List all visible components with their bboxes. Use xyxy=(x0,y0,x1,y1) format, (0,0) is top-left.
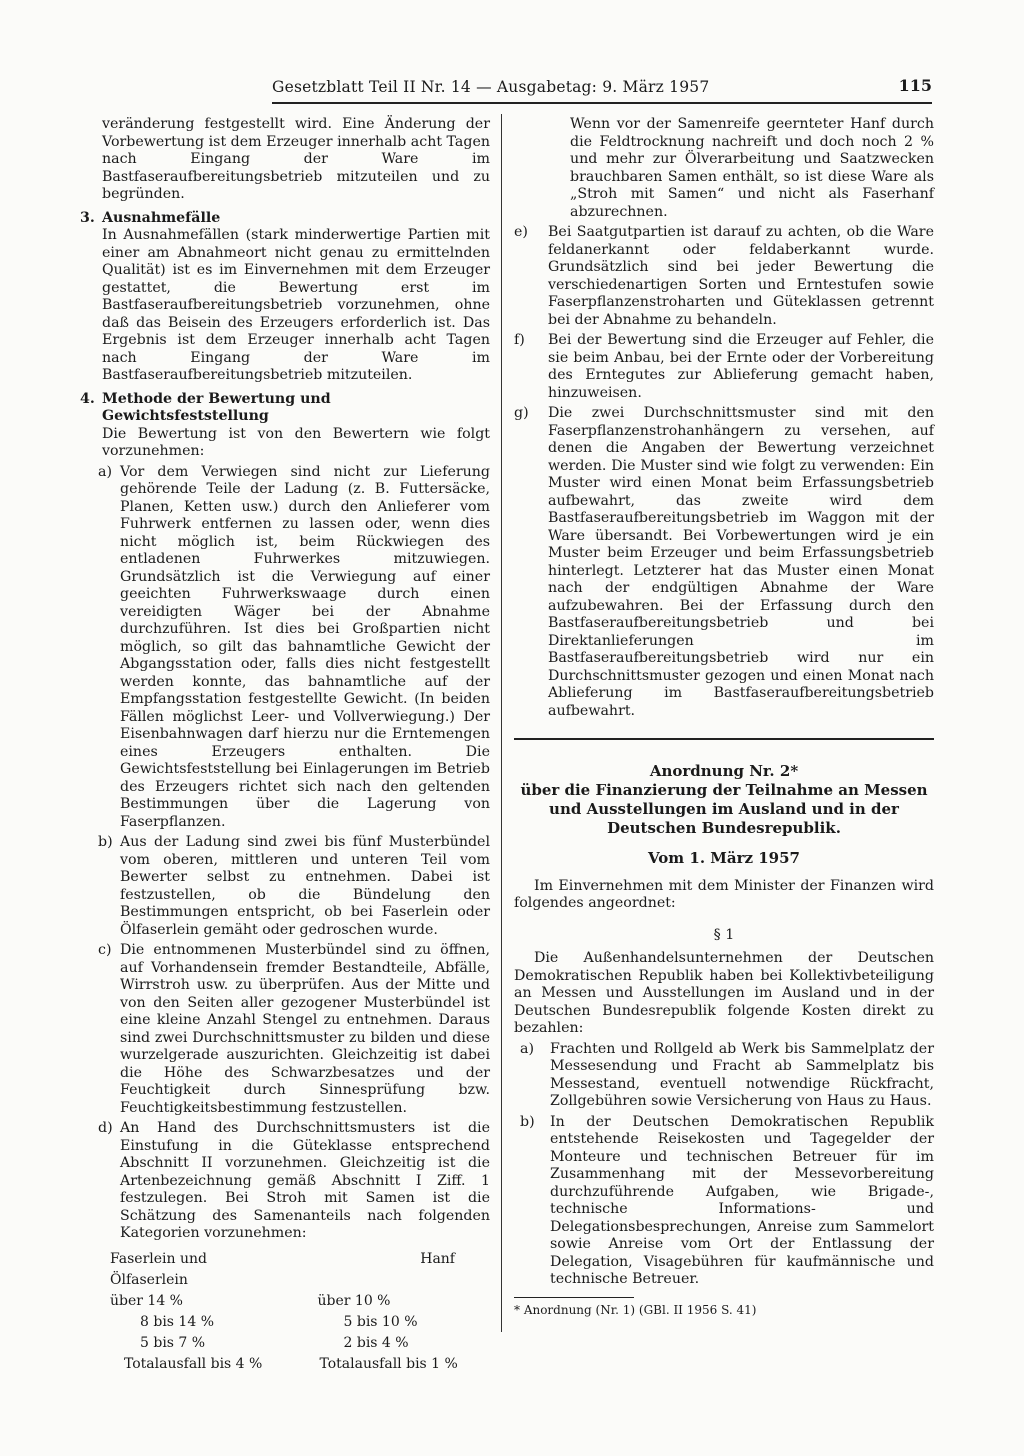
list-item xyxy=(80,1120,490,1243)
title-line: Deutschen Bundesrepublik. xyxy=(607,819,841,837)
item-text: Vor dem Verwiegen sind nicht zur Lieferung gehörende Teile der Ladung (z. B. Futtersäcke, Planen, Ketten usw.) durch den Anlieferer vom Fuhrwerk entfernen zu lassen oder, wenn dies nicht möglich ist, beim Rückwiegen des entladenen Fuhrwerkes mitzuwiegen. Grundsätzlich ist die Verwiegung auf einer geeichten Fuhrwerkswaage durch einen vereidigten Wäger bei der Abnahme durchzuführen. Ist dies bei Großpartien nicht möglich, so gilt das bahnamtliche Gewicht der Abgangsstation oder, falls dies nicht festgestellt werden konnte, das bahnamtliche auf der Empfangsstation festgestellte Gewicht. (In beiden Fällen möglichst Leer- und Vollverwiegung.) Der Eisenbahnwagen darf hierzu nur die Erntemengen eines Erzeugers enthalten. Die Gewichtsfeststellung bei Einlagerungen im Betrieb des Erzeugers richtet sich nach den geltenden Bestimmungen über die Lagerung von Faserpflanzen. xyxy=(120,463,490,830)
table-header-cell: Faserlein und Ölfaserlein xyxy=(110,1250,207,1288)
section-title: Ausnahmefälle xyxy=(102,209,221,226)
item-label: f) xyxy=(514,332,525,348)
table-cell: 5 bis 7 % xyxy=(140,1334,206,1351)
table-row xyxy=(110,1333,485,1354)
item-label: d) xyxy=(98,1120,113,1136)
section-number: 4. xyxy=(80,390,95,407)
paragraph-number: § 1 xyxy=(713,926,735,943)
left-column xyxy=(80,116,490,1375)
title-line: über die Finanzierung der Teilnahme an Messen xyxy=(520,781,928,799)
running-title: Gesetzblatt Teil II Nr. 14 — Ausgabetag: 9. März 1957 xyxy=(272,78,710,96)
section-3-heading xyxy=(80,210,490,228)
list-item xyxy=(80,834,490,939)
item-text: Aus der Ladung sind zwei bis fünf Musterbündel vom oberen, mittleren und unteren Teil vom Bewerter selbst zu entnehmen. Dabei ist festzustellen, ob die Bündelung den Bestimmungen entspricht, ob bei Faserlein oder Ölfaserlein gemäht oder gedroschen wurde. xyxy=(120,834,490,938)
item-label: b) xyxy=(98,834,113,850)
list-item xyxy=(514,332,934,402)
item-text: An Hand des Durchschnittsmusters ist die Einstufung in die Güteklasse entsprechend Abschnitt II vorzunehmen. Gleichzeitig ist die Artenbezeichnung gemäß Abschnitt I Ziff. 1 festzulegen. Bei Stroh mit Samen ist die Schätzung des Samenanteils nach folgenden Kategorien vorzunehmen: xyxy=(120,1120,490,1241)
page-header xyxy=(272,76,932,104)
paragraph-text: Die Außenhandelsunternehmen der Deutschen Demokratischen Republik haben bei Kollektivbeteiligung an Messen und Ausstellungen im Ausland und in der Deutschen Bundesrepublik folgende Kosten direkt zu bezahlen: xyxy=(514,950,934,1036)
table-cell: 5 bis 10 % xyxy=(343,1313,418,1330)
list-item xyxy=(514,224,934,329)
item-label: a) xyxy=(520,1040,534,1057)
table-cell: Totalausfall bis 1 % xyxy=(319,1355,458,1372)
table-cell: 8 bis 14 % xyxy=(140,1313,214,1330)
ordinance-date: Vom 1. März 1957 xyxy=(648,849,800,867)
table-header-cell: Hanf xyxy=(420,1250,455,1267)
item-text: Bei der Bewertung sind die Erzeuger auf Fehler, die sie beim Anbau, bei der Ernte oder der Vorbereitung des Erntegutes zur Ablieferung gemacht haben, hinzuweisen. xyxy=(548,332,934,401)
section-4-text: Die Bewertung ist von den Bewertern wie folgt vorzunehmen: xyxy=(102,425,490,459)
list-item xyxy=(514,405,934,720)
section-divider xyxy=(514,738,934,740)
table-cell: über 10 % xyxy=(317,1292,391,1309)
item-text: Bei Saatgutpartien ist darauf zu achten, ob die Ware feldanerkannt oder feldaberkannt wurde. Grundsätzlich sind bei jeder Bewertung die verschiedenartigen Sorten und Erntestufen sowie Faserpflanzenstroharten und Güteklassen getrennt bei der Abnahme zu behandeln. xyxy=(548,224,934,328)
ordinance-title xyxy=(514,762,934,838)
item-text: Die entnommenen Musterbündel sind zu öffnen, auf Vorhandensein fremder Bestandteile, Abfälle, Wirrstroh usw. zu überprüfen. Aus der Mitte und von den Seiten aller gezogener Musterbündel ist eine kleine Anzahl Stengel zu entnehmen. Daraus sind zwei Durchschnittsmuster zu bilden und diese wurzelgerade auszurichten. Gleichzeitig ist dabei die Höhe des Schwarzbesatzes und der Feuchtigkeit durch Sinnesprüfung bzw. Feuchtigkeitsbestimmung festzustellen. xyxy=(120,942,490,1116)
table-row xyxy=(110,1291,485,1312)
item-text: In der Deutschen Demokratischen Republik entstehende Reisekosten und Tagegelder der Monteure und technischen Betreuer für im Zusammenhang mit der Messevorbereitung durchzuführende Aufgaben, wie Brigade-, technische Informations- und Delegationsbesprechungen, Anreise zum Sammelort sowie Anreise vom Ort der Entlassung der Delegation, Visagebühren für kaufmännische und technische Betreuer. xyxy=(550,1113,934,1287)
column-divider xyxy=(501,114,502,1332)
item-label: g) xyxy=(514,405,529,421)
title-line: und Ausstellungen im Ausland und in der xyxy=(549,800,899,818)
table-row xyxy=(110,1354,485,1375)
item-label: a) xyxy=(98,463,112,480)
list-item xyxy=(80,942,490,1117)
list-item xyxy=(514,1114,934,1289)
title-line: Anordnung Nr. 2* xyxy=(649,762,799,780)
section-4-heading xyxy=(80,391,490,426)
table-row xyxy=(110,1312,485,1333)
item-label: c) xyxy=(98,942,112,958)
section-3-text: In Ausnahmefällen (stark minderwertige Partien mit einer am Abnahmeort nicht genau zu ermittelnden Qualität) ist es im Einvernehmen mit dem Erzeuger gestattet, die Bewertung erst im Bastfaseraufbereitungsbetrieb vorzunehmen, ohne daß das Beisein des Erzeugers erforderlich ist. Das Ergebnis ist dem Erzeuger innerhalb acht Tagen nach Eingang der Ware im Bastfaseraufbereitungsbetrieb mitzuteilen. xyxy=(102,227,490,383)
table-cell: 2 bis 4 % xyxy=(343,1334,409,1351)
table-cell: über 14 % xyxy=(110,1292,183,1309)
section-title: Methode der Bewertung und Gewichtsfeststellung xyxy=(102,390,331,424)
right-column xyxy=(514,116,934,1319)
continued-paragraph: Wenn vor der Samenreife geernteter Hanf durch die Feldtrocknung nachreift und doch noch 2 % und mehr zur Ölverarbeitung und Saatzwecken brauchbaren Samen enthält, so ist diese Ware als „Stroh mit Samen“ und nicht als Faserhanf abzurechnen. xyxy=(570,116,934,220)
item-label: e) xyxy=(514,224,528,240)
item-label: b) xyxy=(520,1113,535,1130)
footnote-rule xyxy=(514,1297,634,1298)
item-text: Frachten und Rollgeld ab Werk bis Sammelplatz der Messesendung und Fracht ab Sammelplatz bis Messestand, eventuell notwendige Rückfracht, Zollgebühren sowie Versicherung von Haus zu Haus. xyxy=(550,1040,934,1109)
continued-paragraph: veränderung festgestellt wird. Eine Änderung der Vorbewertung ist dem Erzeuger innerhalb acht Tagen nach Eingang der Ware im Bastfaseraufbereitungsbetrieb mitzuteilen und zu begründen. xyxy=(102,116,490,202)
preamble: Im Einvernehmen mit dem Minister der Finanzen wird folgendes angeordnet: xyxy=(514,877,934,911)
seed-share-table xyxy=(110,1249,485,1375)
table-cell: Totalausfall bis 4 % xyxy=(124,1355,263,1372)
item-text: Die zwei Durchschnittsmuster sind mit den Faserpflanzenstrohanhängern zu versehen, auf denen die Angaben der Bewertung verzeichnet werden. Die Muster sind wie folgt zu verwenden: Ein Muster wird einen Monat beim Erfassungsbetrieb aufbewahrt, das zweite wird dem Bastfaseraufbereitungsbetrieb im Waggon mit der Ware übersandt. Bei Vorbewertungen wird je ein Muster beim Erzeuger und beim Erfassungsbetrieb hinterlegt. Letzterer hat das Muster einen Monat nach der endgültigen Abnahme der Ware aufzubewahren. Bei der Erfassung durch den Bastfaseraufbereitungsbetrieb und bei Direktanlieferungen im Bastfaseraufbereitungsbetrieb wird nur ein Durchschnittsmuster gezogen und einen Monat nach Ablieferung im Bastfaseraufbereitungsbetrieb aufbewahrt. xyxy=(548,405,934,719)
table-header xyxy=(110,1249,485,1291)
footnote: * Anordnung (Nr. 1) (GBl. II 1956 S. 41) xyxy=(514,1302,757,1317)
section-number: 3. xyxy=(80,209,95,226)
page-number: 115 xyxy=(898,76,932,95)
list-item xyxy=(514,1041,934,1111)
list-item xyxy=(80,464,490,832)
